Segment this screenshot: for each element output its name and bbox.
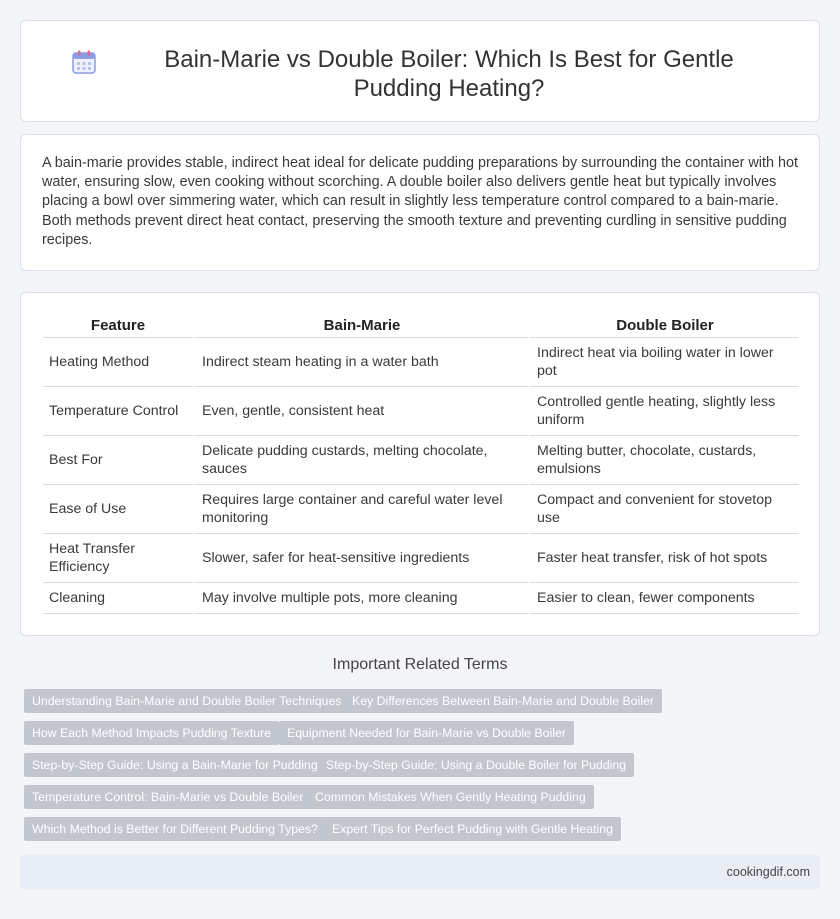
bain-marie-cell: May involve multiple pots, more cleaning — [193, 583, 528, 614]
related-term-link[interactable]: Equipment Needed for Bain-Marie vs Double Boiler — [279, 721, 574, 745]
feature-cell: Cleaning — [43, 583, 193, 614]
double-boiler-cell: Compact and convenient for stovetop use — [528, 485, 799, 534]
feature-cell: Ease of Use — [43, 485, 193, 534]
footer — [20, 855, 820, 889]
double-boiler-cell: Controlled gentle heating, slightly less uniform — [528, 387, 799, 436]
related-term-link[interactable]: Which Method is Better for Different Pudding Types? — [24, 817, 326, 841]
related-term-link[interactable]: Common Mistakes When Gently Heating Pudding — [307, 785, 594, 809]
table-header-row — [43, 316, 799, 338]
double-boiler-cell: Melting butter, chocolate, custards, emulsions — [528, 436, 799, 485]
table-row — [43, 387, 799, 436]
title-card — [20, 20, 820, 122]
double-boiler-cell: Indirect heat via boiling water in lower pot — [528, 338, 799, 387]
table-row — [43, 436, 799, 485]
header-double-boiler: Double Boiler — [528, 316, 799, 338]
bain-marie-cell: Delicate pudding custards, melting chocolate, sauces — [193, 436, 528, 485]
related-term-link[interactable]: Expert Tips for Perfect Pudding with Gentle Heating — [324, 817, 621, 841]
feature-cell: Temperature Control — [43, 387, 193, 436]
header-bain-marie: Bain-Marie — [193, 316, 528, 338]
related-term-link[interactable]: Step-by-Step Guide: Using a Bain-Marie for Pudding — [24, 753, 326, 777]
bain-marie-cell: Requires large container and careful water level monitoring — [193, 485, 528, 534]
related-term-link[interactable]: Step-by-Step Guide: Using a Double Boiler for Pudding — [318, 753, 634, 777]
bain-marie-cell: Indirect steam heating in a water bath — [193, 338, 528, 387]
related-term-link[interactable]: Key Differences Between Bain-Marie and Double Boiler — [344, 689, 662, 713]
comparison-table — [43, 316, 799, 614]
bain-marie-cell: Even, gentle, consistent heat — [193, 387, 528, 436]
header-feature: Feature — [43, 316, 193, 338]
table-row — [43, 485, 799, 534]
related-term-link[interactable]: Temperature Control: Bain-Marie vs Double Boiler — [24, 785, 311, 809]
feature-cell: Best For — [43, 436, 193, 485]
site-name[interactable]: cookingdif.com — [726, 865, 810, 879]
feature-cell: Heat Transfer Efficiency — [43, 534, 193, 583]
title-row — [71, 45, 779, 103]
bain-marie-cell: Slower, safer for heat-sensitive ingredients — [193, 534, 528, 583]
comparison-card — [20, 292, 820, 636]
related-term-link[interactable]: How Each Method Impacts Pudding Texture — [24, 721, 279, 745]
calendar-icon — [71, 49, 97, 75]
related-term-link[interactable]: Understanding Bain-Marie and Double Boiler Techniques — [24, 689, 349, 713]
related-terms-heading: Important Related Terms — [332, 656, 508, 673]
feature-cell: Heating Method — [43, 338, 193, 387]
table-row — [43, 338, 799, 387]
page-title: Bain-Marie vs Double Boiler: Which Is Best for Gentle Pudding Heating? — [164, 46, 734, 102]
double-boiler-cell: Faster heat transfer, risk of hot spots — [528, 534, 799, 583]
intro-card — [20, 134, 820, 271]
intro-paragraph: A bain-marie provides stable, indirect heat ideal for delicate pudding preparations by surrounding the container with hot water, ensuring slow, even cooking without scorching. A double boiler also delivers gentle heat but typically involves placing a bowl over simmering water, which can result in slightly less temperature control compared to a bain-marie. Both methods prevent direct heat contact, preserving the smooth texture and preventing curdling in sensitive pudding recipes. — [42, 155, 798, 248]
table-row — [43, 583, 799, 614]
table-row — [43, 534, 799, 583]
double-boiler-cell: Easier to clean, fewer components — [528, 583, 799, 614]
